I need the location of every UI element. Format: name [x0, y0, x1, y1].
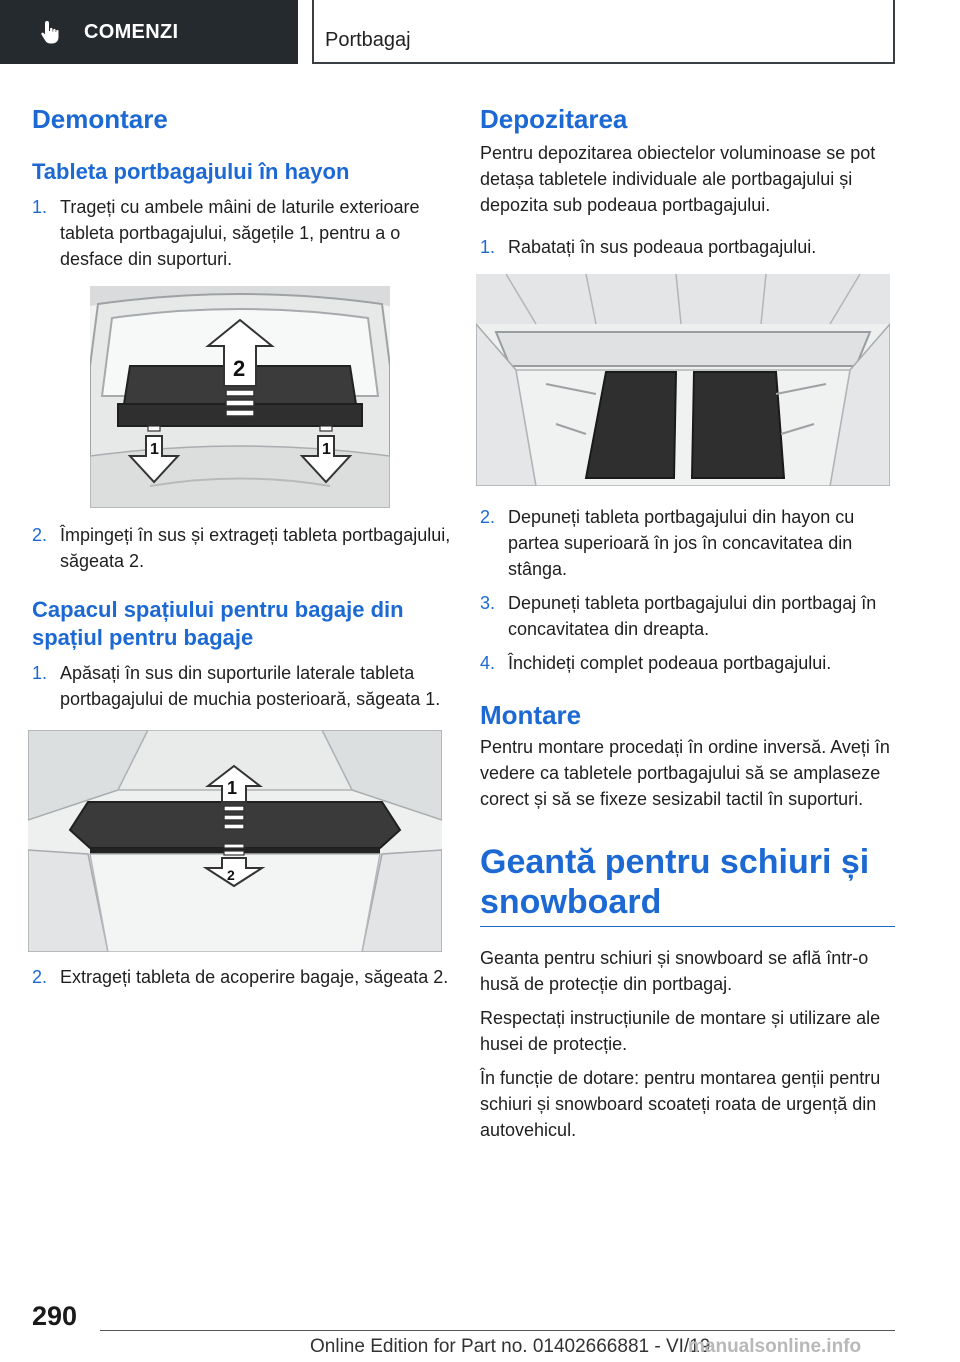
heading-depozitarea: Depozitarea: [480, 104, 628, 134]
heading-capacul: Capacul spațiului pentru bagaje din spațiul pentru bagaje: [32, 597, 404, 650]
step-text: Depuneți tableta portbagajului din hayon cu partea superioară în jos în concavitatea din stânga.: [508, 507, 855, 579]
paragraph-montare: Pentru montare procedați în ordine inversă. Aveți în vedere ca tabletele portbagajului să se amplaseze corect și să se fixeze sesizabil tactil în suporturi.: [480, 737, 890, 809]
hand-pointer-icon: [38, 19, 64, 45]
list-item: [32, 660, 452, 712]
list-item: [32, 194, 452, 272]
steps-list-a: [32, 194, 452, 272]
figure-label: 1: [227, 778, 238, 798]
list-item: [32, 964, 452, 990]
figure-luggage-cover: [28, 730, 442, 952]
step-text: Împingeți în sus și extrageți tableta portbagajului, săgeata 2.: [60, 525, 451, 571]
figure-tailgate-shelf: [90, 286, 390, 508]
step-text: Extrageți tableta de acoperire bagaje, săgeata 2.: [60, 967, 449, 987]
step-number: 2.: [32, 525, 48, 545]
paragraph-geanta-1: Geanta pentru schiuri și snowboard se află într-o husă de protecție din portbagaj.: [480, 948, 869, 994]
step-text: Apăsați în sus din suporturile laterale tableta portbagajului de muchia posterioară, săgeata 1.: [60, 663, 441, 709]
paragraph-geanta-2: Respectați instrucțiunile de montare și utilizare ale husei de protecție.: [480, 1008, 881, 1054]
steps-list-c2: [480, 504, 895, 676]
step-number: 3.: [480, 593, 496, 613]
step-text: Trageți cu ambele mâini de laturile exterioare tableta portbagajului, săgețile 1, pentru a o desface din suporturi.: [60, 197, 420, 269]
paragraph-geanta-3: În funcție de dotare: pentru montarea genții pentru schiuri și snowboard scoateți roata de urgență din autovehicul.: [480, 1068, 881, 1140]
list-item: [480, 650, 895, 676]
page-number: 290: [32, 1301, 78, 1331]
step-number: 1.: [32, 663, 48, 683]
heading-geanta: Geantă pentru schiuri și snowboard: [480, 843, 870, 921]
paragraph-depozitarea: Pentru depozitarea obiectelor voluminoase se pot detașa tabletele individuale ale portbagajului și depozita sub podeaua portbagajului.: [480, 143, 876, 215]
heading-divider: [480, 926, 895, 927]
step-text: Depuneți tableta portbagajului din portbagaj în concavitatea din dreapta.: [508, 593, 877, 639]
steps-list-c1: [480, 234, 895, 260]
right-column: [480, 100, 895, 1143]
section-title: Portbagaj: [325, 29, 411, 51]
watermark: manualsonline.info: [688, 1336, 862, 1357]
step-number: 2.: [32, 967, 48, 987]
step-number: 2.: [480, 507, 496, 527]
chapter-tab-label: COMENZI: [84, 20, 179, 43]
figure-label: 1: [322, 441, 331, 458]
heading-tableta-hayon: Tableta portbagajului în hayon: [32, 159, 350, 184]
step-text: Rabatați în sus podeaua portbagajului.: [508, 237, 817, 257]
figure-label: 2: [233, 356, 246, 381]
figure-label: 2: [227, 867, 235, 883]
steps-list-a2: [32, 522, 452, 574]
footer-divider: [100, 1330, 895, 1331]
figure-underfloor-storage: [476, 274, 890, 486]
left-column: [32, 100, 452, 990]
step-number: 1.: [32, 197, 48, 217]
list-item: [480, 590, 895, 642]
figure-label: 1: [150, 441, 159, 458]
list-item: [32, 522, 452, 574]
edition-text: Online Edition for Part no. 01402666881 - VI/19: [310, 1336, 711, 1357]
list-item: [480, 504, 895, 582]
step-text: Închideți complet podeaua portbagajului.: [508, 653, 832, 673]
heading-demontare: Demontare: [32, 104, 168, 134]
heading-montare: Montare: [480, 700, 582, 730]
chapter-tab[interactable]: [0, 0, 298, 64]
list-item: [480, 234, 895, 260]
steps-list-b: [32, 660, 452, 712]
step-number: 1.: [480, 237, 496, 257]
step-number: 4.: [480, 653, 496, 673]
steps-list-b2: [32, 964, 452, 990]
